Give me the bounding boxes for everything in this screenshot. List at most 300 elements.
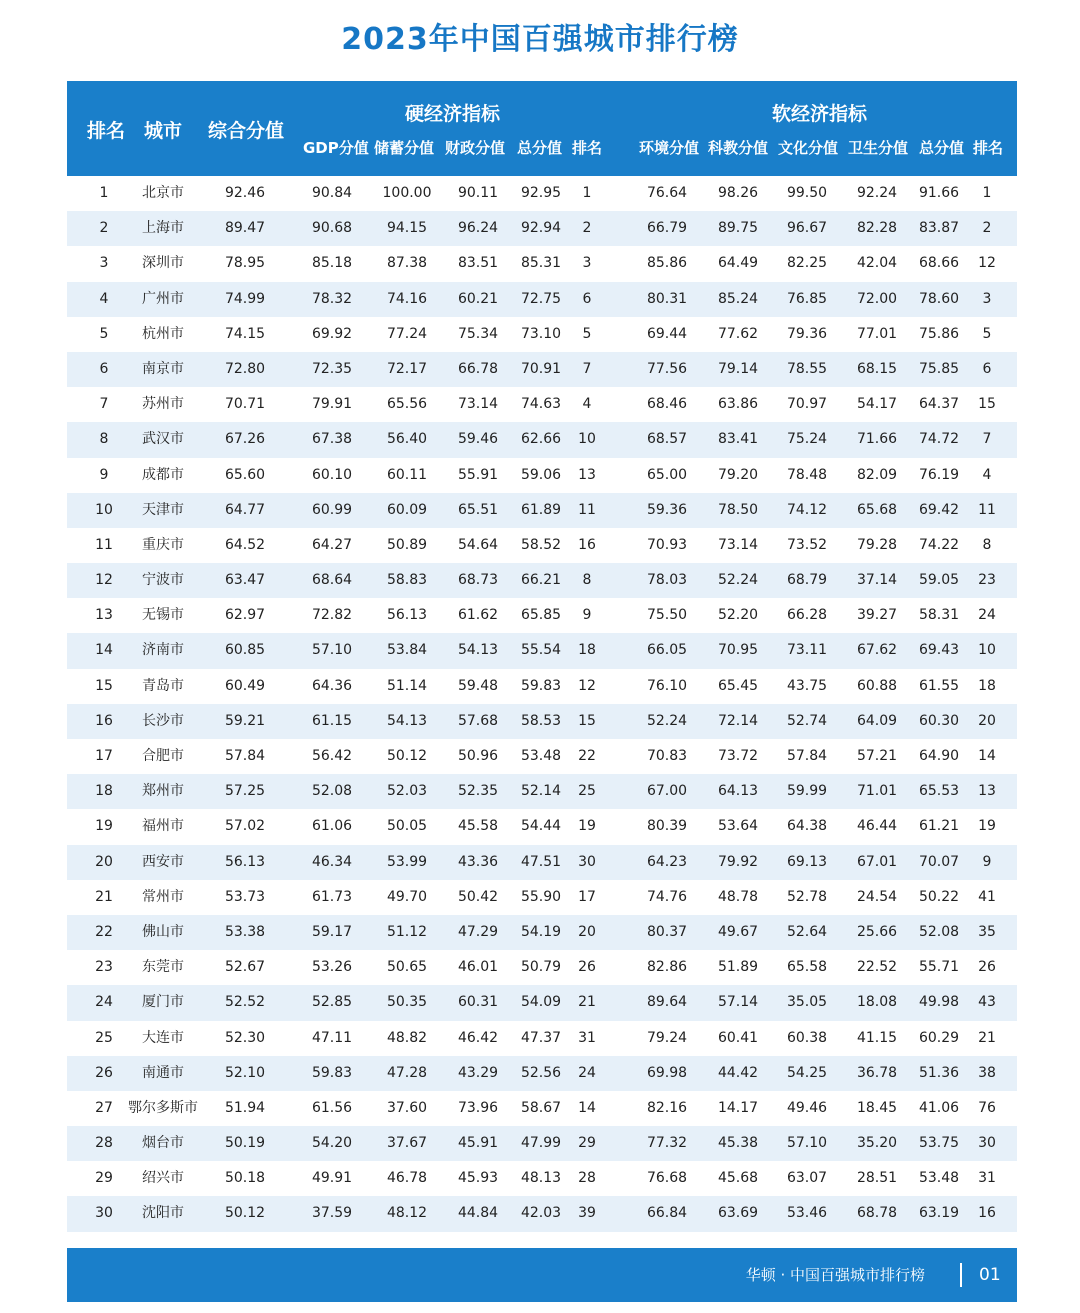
cell-rank: 5 [99, 325, 109, 342]
cell-hard-rank: 13 [578, 466, 596, 483]
cell-soft-rank: 8 [982, 536, 992, 553]
cell-composite: 89.47 [224, 220, 266, 237]
header-composite: 综合分值 [208, 120, 285, 142]
cell-hard-total: 70.91 [520, 360, 562, 377]
cell-science-edu: 77.62 [717, 325, 759, 342]
cell-soft-rank: 43 [978, 994, 996, 1011]
table-row [67, 704, 1017, 739]
cell-gdp: 59.83 [311, 1064, 353, 1081]
cell-soft-rank: 23 [978, 572, 996, 589]
cell-city: 武汉市 [142, 431, 184, 448]
cell-soft-total: 55.71 [918, 959, 960, 976]
header-rank: 排名 [87, 120, 126, 142]
page-title: 2023年中国百强城市排行榜 [341, 22, 739, 57]
cell-environment: 68.46 [646, 396, 688, 413]
cell-soft-total: 70.07 [918, 853, 960, 870]
cell-health: 39.27 [856, 607, 898, 624]
cell-composite: 51.94 [224, 1099, 266, 1116]
cell-soft-total: 49.98 [918, 994, 960, 1011]
cell-rank: 16 [95, 712, 113, 729]
header-soft-total: 总分值 [919, 139, 965, 157]
cell-environment: 85.86 [646, 255, 688, 272]
cell-savings: 47.28 [386, 1064, 428, 1081]
header-hard-rank: 排名 [572, 139, 603, 157]
cell-science-edu: 45.68 [717, 1170, 759, 1187]
table-row [67, 915, 1017, 950]
cell-environment: 76.64 [646, 185, 688, 201]
cell-rank: 7 [99, 396, 109, 413]
cell-environment: 67.00 [646, 783, 688, 800]
cell-soft-rank: 38 [978, 1064, 996, 1081]
cell-composite: 52.67 [224, 959, 266, 976]
cell-soft-rank: 76 [978, 1099, 996, 1116]
table-row [67, 809, 1017, 844]
cell-environment: 66.79 [646, 220, 688, 237]
cell-soft-total: 68.66 [918, 255, 960, 272]
cell-gdp: 56.42 [311, 748, 353, 764]
cell-savings: 37.67 [386, 1135, 428, 1152]
cell-health: 68.15 [856, 360, 898, 377]
cell-hard-rank: 8 [582, 572, 592, 589]
cell-hard-rank: 4 [582, 396, 592, 413]
cell-soft-rank: 26 [978, 959, 996, 976]
cell-hard-total: 58.53 [520, 712, 562, 729]
cell-hard-rank: 21 [578, 994, 596, 1011]
cell-fiscal: 43.36 [457, 853, 499, 870]
table-row [67, 211, 1017, 246]
cell-composite: 63.47 [224, 572, 266, 589]
cell-gdp: 72.35 [311, 360, 353, 377]
cell-culture: 79.36 [786, 325, 828, 342]
cell-savings: 77.24 [386, 325, 428, 342]
table-row [67, 422, 1017, 457]
cell-composite: 92.46 [224, 185, 266, 201]
cell-fiscal: 45.58 [457, 818, 499, 835]
cell-science-edu: 79.92 [717, 853, 759, 870]
cell-savings: 87.38 [386, 255, 428, 272]
cell-hard-total: 61.89 [520, 501, 562, 518]
cell-culture: 35.05 [786, 994, 828, 1011]
cell-soft-total: 61.55 [918, 677, 960, 694]
cell-hard-total: 66.21 [520, 572, 562, 589]
cell-city: 烟台市 [142, 1135, 184, 1152]
cell-city: 天津市 [142, 501, 184, 518]
cell-fiscal: 52.35 [457, 783, 499, 800]
cell-composite: 62.97 [224, 607, 266, 624]
cell-hard-rank: 11 [578, 501, 596, 518]
cell-soft-total: 65.53 [918, 783, 960, 800]
cell-savings: 56.40 [386, 431, 428, 448]
cell-soft-rank: 5 [982, 325, 992, 342]
cell-hard-total: 73.10 [520, 325, 562, 342]
cell-rank: 4 [99, 290, 109, 307]
cell-culture: 49.46 [786, 1099, 828, 1116]
cell-soft-rank: 12 [978, 255, 996, 272]
cell-gdp: 53.26 [311, 959, 353, 976]
cell-soft-rank: 18 [978, 677, 996, 694]
cell-savings: 51.14 [386, 677, 428, 694]
cell-soft-rank: 21 [978, 1029, 996, 1046]
cell-savings: 50.12 [386, 748, 428, 764]
cell-science-edu: 44.42 [717, 1064, 759, 1081]
cell-environment: 80.39 [646, 818, 688, 835]
cell-fiscal: 65.51 [457, 501, 499, 518]
table-row [67, 1056, 1017, 1091]
table-row [67, 739, 1017, 774]
cell-hard-total: 47.99 [520, 1135, 562, 1152]
cell-fiscal: 66.78 [457, 360, 499, 377]
cell-hard-rank: 25 [578, 783, 596, 800]
cell-savings: 65.56 [386, 396, 428, 413]
cell-science-edu: 98.26 [717, 185, 759, 201]
cell-health: 67.62 [856, 642, 898, 659]
cell-composite: 57.02 [224, 818, 266, 835]
cell-soft-total: 61.21 [918, 818, 960, 835]
cell-rank: 21 [95, 888, 113, 905]
cell-science-edu: 85.24 [717, 290, 759, 307]
cell-hard-rank: 12 [578, 677, 596, 694]
cell-gdp: 37.59 [311, 1205, 353, 1222]
cell-composite: 50.18 [224, 1170, 266, 1187]
cell-fiscal: 60.31 [457, 994, 499, 1011]
cell-health: 28.51 [856, 1170, 898, 1187]
cell-rank: 3 [99, 255, 109, 272]
cell-environment: 78.03 [646, 572, 688, 589]
cell-hard-total: 59.06 [520, 466, 562, 483]
cell-science-edu: 63.86 [717, 396, 759, 413]
cell-fiscal: 47.29 [457, 923, 499, 940]
cell-culture: 73.52 [786, 536, 828, 553]
cell-composite: 52.10 [224, 1064, 266, 1081]
cell-hard-total: 54.09 [520, 994, 562, 1011]
cell-soft-rank: 15 [978, 396, 996, 413]
cell-rank: 15 [95, 677, 113, 694]
cell-environment: 82.86 [646, 959, 688, 976]
cell-environment: 64.23 [646, 853, 688, 870]
cell-health: 18.08 [856, 994, 898, 1011]
cell-environment: 76.10 [646, 677, 688, 694]
cell-soft-rank: 7 [982, 431, 992, 448]
cell-culture: 57.84 [786, 748, 828, 764]
cell-health: 60.88 [856, 677, 898, 694]
header-gdp: GDP分值 [303, 139, 369, 157]
cell-savings: 58.83 [386, 572, 428, 589]
cell-science-edu: 63.69 [717, 1205, 759, 1222]
cell-hard-rank: 16 [578, 536, 596, 553]
cell-environment: 68.57 [646, 431, 688, 448]
cell-savings: 50.05 [386, 818, 428, 835]
cell-health: 67.01 [856, 853, 898, 870]
cell-city: 绍兴市 [142, 1170, 184, 1187]
cell-hard-total: 54.19 [520, 923, 562, 940]
cell-composite: 56.13 [224, 853, 266, 870]
cell-science-edu: 52.24 [717, 572, 759, 589]
cell-soft-total: 64.37 [918, 396, 960, 413]
cell-gdp: 46.34 [311, 853, 353, 870]
cell-environment: 66.05 [646, 642, 688, 659]
cell-culture: 99.50 [786, 185, 828, 201]
cell-hard-rank: 18 [578, 642, 596, 659]
cell-fiscal: 68.73 [457, 572, 499, 589]
cell-hard-rank: 5 [582, 325, 592, 342]
cell-fiscal: 45.91 [457, 1135, 499, 1152]
cell-soft-total: 83.87 [918, 220, 960, 237]
table-row [67, 176, 1017, 211]
cell-gdp: 61.06 [311, 818, 353, 835]
cell-city: 大连市 [142, 1029, 184, 1046]
header-hard-total: 总分值 [517, 139, 563, 157]
cell-science-edu: 52.20 [717, 607, 759, 624]
cell-soft-total: 41.06 [918, 1099, 960, 1116]
cell-environment: 52.24 [646, 712, 688, 729]
cell-city: 沈阳市 [142, 1205, 184, 1222]
cell-rank: 22 [95, 923, 113, 940]
cell-health: 64.09 [856, 712, 898, 729]
table-header [67, 81, 1017, 176]
cell-hard-rank: 6 [582, 290, 592, 307]
cell-fiscal: 61.62 [457, 607, 499, 624]
cell-culture: 65.58 [786, 959, 828, 976]
cell-culture: 68.79 [786, 572, 828, 589]
cell-hard-total: 54.44 [520, 818, 562, 835]
header-science-edu: 科教分值 [708, 139, 769, 157]
cell-health: 54.17 [856, 396, 898, 413]
cell-rank: 13 [95, 607, 113, 624]
cell-health: 25.66 [856, 923, 898, 940]
ranking-table [67, 176, 1017, 1232]
cell-hard-rank: 9 [582, 607, 592, 624]
cell-city: 东莞市 [142, 959, 184, 976]
cell-culture: 70.97 [786, 396, 828, 413]
table-row [67, 246, 1017, 281]
cell-rank: 11 [95, 536, 113, 553]
cell-hard-rank: 7 [582, 360, 592, 377]
cell-environment: 80.37 [646, 923, 688, 940]
cell-city: 上海市 [142, 220, 184, 237]
cell-soft-total: 53.75 [918, 1135, 960, 1152]
cell-composite: 60.85 [224, 642, 266, 659]
cell-hard-total: 48.13 [520, 1170, 562, 1187]
cell-savings: 94.15 [386, 220, 428, 237]
cell-city: 合肥市 [142, 748, 184, 764]
cell-gdp: 69.92 [311, 325, 353, 342]
cell-city: 宁波市 [142, 572, 184, 589]
cell-hard-total: 92.94 [520, 220, 562, 237]
header-culture: 文化分值 [778, 139, 839, 157]
cell-city: 济南市 [142, 642, 184, 659]
table-row [67, 528, 1017, 563]
cell-soft-total: 76.19 [918, 466, 960, 483]
cell-soft-rank: 10 [978, 642, 996, 659]
header-hard-group: 硬经济指标 [405, 103, 501, 125]
cell-soft-rank: 11 [978, 501, 996, 518]
cell-soft-rank: 13 [978, 783, 996, 800]
cell-hard-rank: 26 [578, 959, 596, 976]
cell-savings: 72.17 [386, 360, 428, 377]
table-row [67, 493, 1017, 528]
cell-rank: 25 [95, 1029, 113, 1046]
table-row [67, 880, 1017, 915]
cell-hard-rank: 22 [578, 748, 596, 764]
cell-hard-total: 85.31 [520, 255, 562, 272]
table-row [67, 1126, 1017, 1161]
cell-environment: 69.98 [646, 1064, 688, 1081]
cell-city: 北京市 [142, 185, 184, 201]
cell-rank: 9 [99, 466, 109, 483]
cell-culture: 52.78 [786, 888, 828, 905]
cell-rank: 18 [95, 783, 113, 800]
cell-rank: 2 [99, 220, 109, 237]
cell-science-edu: 51.89 [717, 959, 759, 976]
cell-savings: 53.84 [386, 642, 428, 659]
header-savings: 储蓄分值 [374, 139, 435, 157]
cell-fiscal: 73.14 [457, 396, 499, 413]
cell-science-edu: 78.50 [717, 501, 759, 518]
cell-soft-rank: 24 [978, 607, 996, 624]
cell-composite: 53.38 [224, 923, 266, 940]
cell-soft-total: 69.43 [918, 642, 960, 659]
cell-city: 佛山市 [142, 923, 184, 940]
header-fiscal: 财政分值 [445, 139, 506, 157]
cell-health: 79.28 [856, 536, 898, 553]
cell-city: 福州市 [142, 818, 184, 835]
cell-hard-rank: 39 [578, 1205, 596, 1222]
cell-culture: 59.99 [786, 783, 828, 800]
cell-culture: 60.38 [786, 1029, 828, 1046]
cell-composite: 64.77 [224, 501, 266, 518]
cell-composite: 70.71 [224, 396, 266, 413]
cell-health: 68.78 [856, 1205, 898, 1222]
cell-soft-rank: 16 [978, 1205, 996, 1222]
cell-city: 南通市 [142, 1064, 184, 1081]
cell-environment: 76.68 [646, 1170, 688, 1187]
cell-soft-rank: 3 [982, 290, 992, 307]
cell-hard-total: 53.48 [520, 748, 562, 764]
cell-health: 46.44 [856, 818, 898, 835]
cell-hard-rank: 29 [578, 1135, 596, 1152]
cell-soft-total: 75.86 [918, 325, 960, 342]
cell-environment: 59.36 [646, 501, 688, 518]
cell-savings: 46.78 [386, 1170, 428, 1187]
table-row [67, 1161, 1017, 1196]
cell-fiscal: 57.68 [457, 712, 499, 729]
cell-city: 郑州市 [142, 783, 184, 800]
cell-rank: 8 [99, 431, 109, 448]
cell-gdp: 60.99 [311, 501, 353, 518]
cell-culture: 69.13 [786, 853, 828, 870]
cell-soft-rank: 31 [978, 1170, 996, 1187]
cell-health: 71.01 [856, 783, 898, 800]
cell-soft-total: 69.42 [918, 501, 960, 518]
cell-soft-total: 59.05 [918, 572, 960, 589]
cell-health: 42.04 [856, 255, 898, 272]
cell-soft-total: 63.19 [918, 1205, 960, 1222]
cell-savings: 50.35 [386, 994, 428, 1011]
header-city: 城市 [144, 120, 183, 142]
cell-health: 71.66 [856, 431, 898, 448]
cell-savings: 51.12 [386, 923, 428, 940]
cell-hard-total: 59.83 [520, 677, 562, 694]
cell-culture: 53.46 [786, 1205, 828, 1222]
cell-fiscal: 59.46 [457, 431, 499, 448]
cell-fiscal: 46.01 [457, 959, 499, 976]
cell-fiscal: 54.64 [457, 536, 499, 553]
cell-culture: 63.07 [786, 1170, 828, 1187]
cell-fiscal: 83.51 [457, 255, 499, 272]
cell-health: 72.00 [856, 290, 898, 307]
header-environment: 环境分值 [639, 139, 700, 157]
cell-composite: 72.80 [224, 360, 266, 377]
cell-fiscal: 73.96 [457, 1099, 499, 1116]
cell-hard-total: 47.51 [520, 853, 562, 870]
cell-city: 苏州市 [142, 396, 184, 413]
cell-health: 82.28 [856, 220, 898, 237]
cell-culture: 76.85 [786, 290, 828, 307]
cell-rank: 14 [95, 642, 113, 659]
cell-savings: 48.12 [386, 1205, 428, 1222]
cell-savings: 56.13 [386, 607, 428, 624]
cell-gdp: 79.91 [311, 396, 353, 413]
cell-science-edu: 48.78 [717, 888, 759, 905]
cell-soft-rank: 6 [982, 360, 992, 377]
cell-environment: 70.83 [646, 748, 688, 764]
cell-savings: 50.89 [386, 536, 428, 553]
cell-soft-rank: 19 [978, 818, 996, 835]
cell-fiscal: 60.21 [457, 290, 499, 307]
cell-environment: 70.93 [646, 536, 688, 553]
cell-composite: 67.26 [224, 431, 266, 448]
cell-hard-rank: 1 [582, 185, 592, 201]
header-soft-group: 软经济指标 [772, 103, 868, 125]
cell-savings: 74.16 [386, 290, 428, 307]
cell-rank: 1 [99, 185, 109, 201]
cell-gdp: 90.68 [311, 220, 353, 237]
cell-savings: 100.00 [382, 185, 432, 201]
cell-science-edu: 72.14 [717, 712, 759, 729]
cell-health: 65.68 [856, 501, 898, 518]
cell-hard-total: 42.03 [520, 1205, 562, 1222]
table-row [67, 458, 1017, 493]
cell-savings: 60.11 [386, 466, 428, 483]
cell-hard-total: 47.37 [520, 1029, 562, 1046]
cell-science-edu: 64.13 [717, 783, 759, 800]
cell-city: 常州市 [142, 888, 184, 905]
cell-health: 24.54 [856, 888, 898, 905]
cell-composite: 60.49 [224, 677, 266, 694]
cell-fiscal: 90.11 [457, 185, 499, 201]
cell-rank: 17 [95, 748, 113, 764]
cell-city: 南京市 [142, 360, 184, 377]
cell-savings: 52.03 [386, 783, 428, 800]
cell-hard-total: 58.67 [520, 1099, 562, 1116]
cell-science-edu: 89.75 [717, 220, 759, 237]
cell-environment: 77.32 [646, 1135, 688, 1152]
cell-health: 41.15 [856, 1029, 898, 1046]
cell-rank: 10 [95, 501, 113, 518]
cell-soft-total: 53.48 [918, 1170, 960, 1187]
cell-environment: 89.64 [646, 994, 688, 1011]
cell-hard-rank: 24 [578, 1064, 596, 1081]
page-number: 01 [979, 1265, 1001, 1285]
cell-hard-rank: 14 [578, 1099, 596, 1116]
cell-environment: 69.44 [646, 325, 688, 342]
table-row [67, 774, 1017, 809]
cell-hard-total: 58.52 [520, 536, 562, 553]
cell-fiscal: 59.48 [457, 677, 499, 694]
cell-soft-total: 58.31 [918, 607, 960, 624]
cell-composite: 74.99 [224, 290, 266, 307]
cell-soft-rank: 4 [982, 466, 992, 483]
